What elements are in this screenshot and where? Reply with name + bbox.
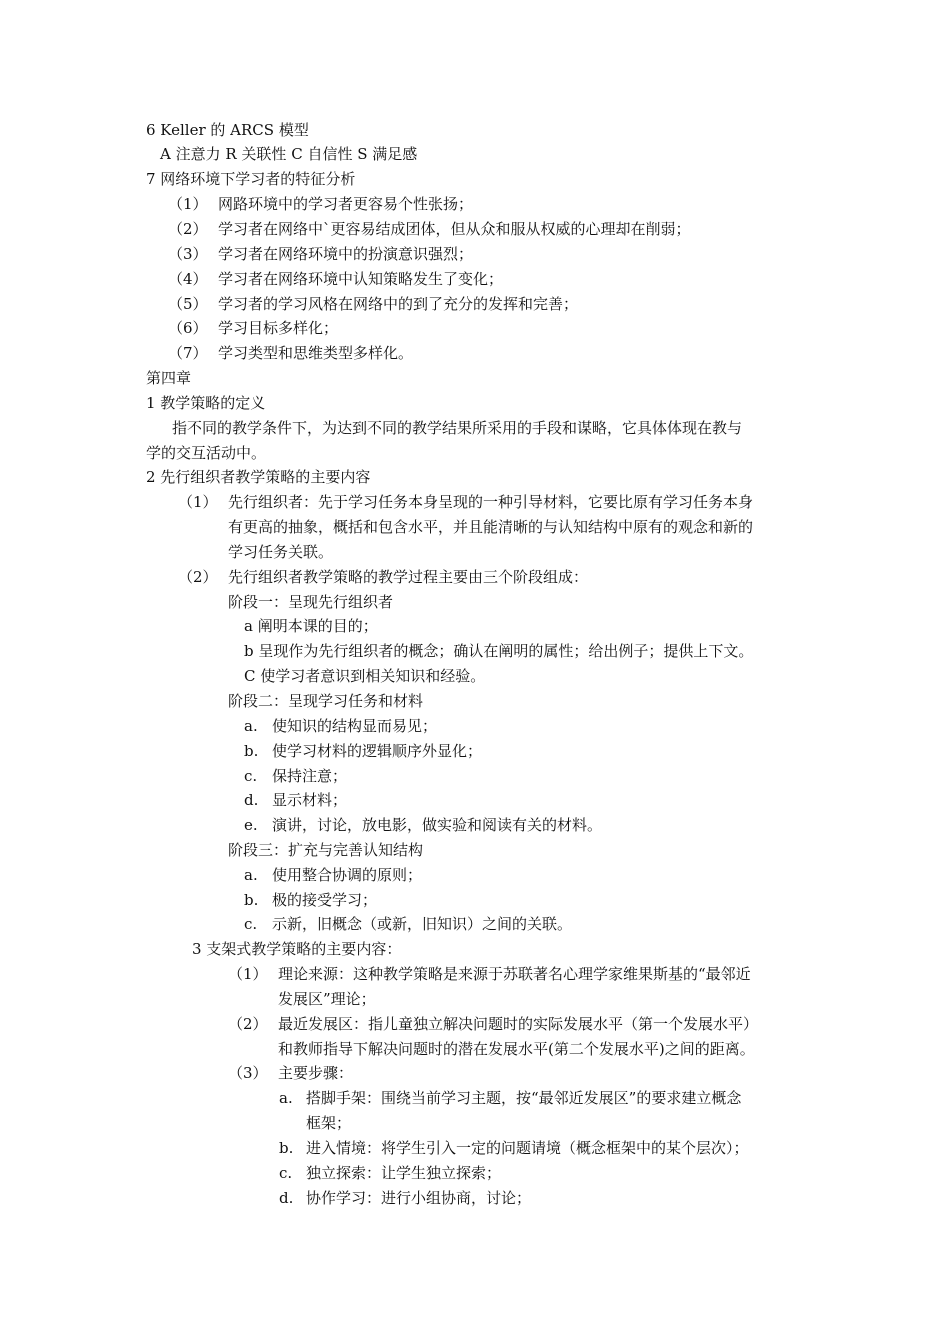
list-item: 主要步骤： [278,1064,354,1082]
list-item: 学习者在网络中`更容易结成团体，但从众和服从权威的心理却在削弱； [218,220,691,238]
stage-heading: 阶段一：呈现先行组织者 [228,593,394,611]
list-letter: b. [279,1139,294,1157]
list-letter: a. [244,866,258,884]
step-item: 进入情境：将学生引入一定的问题请境（概念框架中的某个层次）； [306,1139,749,1157]
list-number: （7） [168,344,208,362]
list-item: 网路环境中的学习者更容易个性张扬； [218,195,474,213]
heading-7: 7 网络环境下学习者的特征分析 [146,170,356,188]
list-item: 学习者的学习风格在网络中的到了充分的发挥和完善； [218,295,579,313]
definition-line: 指不同的教学条件下，为达到不同的教学结果所采用的手段和谋略，它具体体现在教与 [172,419,743,437]
list-item-cont: 发展区”理论； [278,990,376,1008]
list-letter: a. [279,1089,293,1107]
list-item-cont: 学习任务关联。 [228,543,334,561]
list-letter: a. [244,717,258,735]
stage-heading: 阶段二：呈现学习任务和材料 [228,692,424,710]
list-number: （6） [168,319,208,337]
list-item: 学习者在网络环境中认知策略发生了变化； [218,270,504,288]
list-number: （1） [228,965,268,983]
stage-item: C 使学习者意识到相关知识和经验。 [244,667,486,685]
list-item: 先行组织者教学策略的教学过程主要由三个阶段组成： [228,568,589,586]
definition-line: 学的交互活动中。 [146,444,267,462]
stage-item: a 阐明本课的目的； [244,617,378,635]
list-number: （2） [228,1015,268,1033]
list-letter: e. [244,816,258,834]
stage-item: 极的接受学习； [272,891,378,909]
list-letter: b. [244,742,259,760]
heading-3: 3 支架式教学策略的主要内容： [192,940,402,958]
list-letter: d. [244,791,259,809]
stage-item: 使用整合协调的原则； [272,866,423,884]
stage-heading: 阶段三：扩充与完善认知结构 [228,841,424,859]
stage-item: 使学习材料的逻辑顺序外显化； [272,742,483,760]
list-letter: c. [279,1164,293,1182]
list-number: （5） [168,295,208,313]
stage-item: 使知识的结构显而易见； [272,717,438,735]
chapter-heading: 第四章 [146,369,192,387]
list-number: （3） [168,245,208,263]
list-letter: c. [244,915,258,933]
arcs-line: A 注意力 R 关联性 C 自信性 S 满足感 [160,145,418,163]
list-item: 学习者在网络环境中的扮演意识强烈； [218,245,474,263]
heading-1: 1 教学策略的定义 [146,394,266,412]
list-item: 学习类型和思维类型多样化。 [218,344,414,362]
list-number: （3） [228,1064,268,1082]
step-item-cont: 框架； [306,1114,352,1132]
heading-2: 2 先行组织者教学策略的主要内容 [146,468,371,486]
list-letter: b. [244,891,259,909]
list-number: （1） [178,493,218,511]
stage-item: 保持注意； [272,767,348,785]
list-number: （1） [168,195,208,213]
list-letter: d. [279,1189,294,1207]
list-item: 先行组织者：先于学习任务本身呈现的一种引导材料，它要比原有学习任务本身 [228,493,754,511]
list-number: （2） [178,568,218,586]
list-number: （4） [168,270,208,288]
list-item: 最近发展区：指儿童独立解决问题时的实际发展水平（第一个发展水平） [278,1015,759,1033]
list-item-cont: 有更高的抽象，概括和包含水平，并且能清晰的与认知结构中原有的观念和新的 [228,518,754,536]
step-item: 协作学习：进行小组协商，讨论； [306,1189,532,1207]
heading-6: 6 Keller 的 ARCS 模型 [146,121,309,139]
list-number: （2） [168,220,208,238]
stage-item: 演讲，讨论，放电影，做实验和阅读有关的材料。 [272,816,603,834]
step-item: 搭脚手架：围绕当前学习主题，按“最邻近发展区”的要求建立概念 [306,1089,742,1107]
list-letter: c. [244,767,258,785]
list-item: 理论来源：这种教学策略是来源于苏联著名心理学家维果斯基的“最邻近 [278,965,751,983]
stage-item: b 呈现作为先行组织者的概念；确认在阐明的属性；给出例子；提供上下文。 [244,642,754,660]
stage-item: 示新，旧概念（或新，旧知识）之间的关联。 [272,915,573,933]
list-item: 学习目标多样化； [218,319,339,337]
list-item-cont: 和教师指导下解决问题时的潜在发展水平(第二个发展水平)之间的距离。 [278,1040,755,1058]
step-item: 独立探索：让学生独立探索； [306,1164,502,1182]
stage-item: 显示材料； [272,791,348,809]
